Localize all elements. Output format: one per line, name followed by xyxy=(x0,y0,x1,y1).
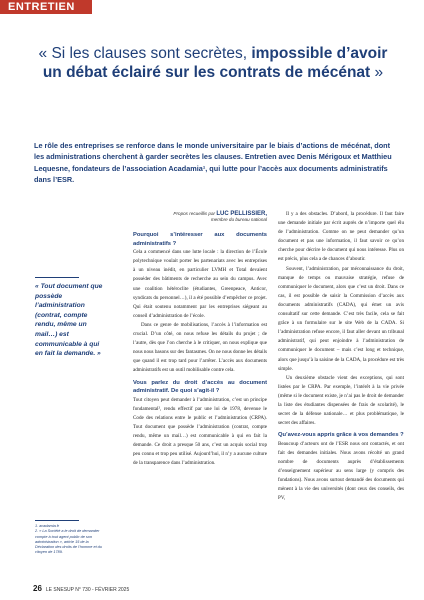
byline-author: LUC PELLISSIER, xyxy=(216,211,267,217)
paragraph: Tout citoyen peut demander à l’administration, c’est un principe fondamental², rendu effectif par une loi de 1978, devenue le Code des relations entre le public et l’administration (CRPA). Tout document que possède l’administration (contrat, compte rendu, même un mail…) est communicable à qui en fait la demande. Ce droit a presque 50 ans, c’est un acquis social trop peu connu et trop peu utilisé. Aujourd’hui, il n’y a aucune culture de la transparence dans l’administration. xyxy=(133,396,267,467)
article-title xyxy=(32,44,394,82)
footnotes xyxy=(35,520,107,556)
title-part1: « Si les clauses sont secrètes, xyxy=(38,45,252,62)
page-footer xyxy=(33,584,129,593)
paragraph: Souvent, l’administration, par méconnaissance du droit, manque de temps ou mauvaise stratégie, refuse de communiquer le document, alors que c’est un droit. Dans ce cas, il est possible de saisir la Commission d’accès aux documents administratifs (CADA), qui émet un avis consultatif sur cette demande. C’est très facile, cela se fait grâce à un formulaire sur le site Web de la CADA. Si l’administration refuse encore, il faut aller devant un tribunal administratif, qui peut enjoindre à l’administration de communiquer le document – mais c’est long et technique, alors que jusqu’à la saisine de la CADA, la procédure est très simple. xyxy=(278,265,404,372)
column-2 xyxy=(278,210,404,504)
pull-quote xyxy=(35,277,105,359)
byline xyxy=(132,211,267,223)
question-heading: Pourquoi s’intéresser aux documents administratifs ? xyxy=(133,232,267,247)
paragraph: Cela a commencé dans une lutte locale : la direction de l’École polytechnique voulait porter les partenariats avec les entreprises à un niveau inédit, en particulier LVMH et Total devaient posséder des bâtiments de recherche au sein du campus. Avec une coalition hétéroclite (étudiantes, Greenpeace, Anticor, syndicats du personnel…), il a été possible d’empêcher ce projet. Qui était soutenu notamment par les entreprises siégeant au conseil d’administration de l’école. xyxy=(133,249,267,319)
section-tag: ENTRETIEN xyxy=(0,0,92,14)
question-heading: Vous parlez du droit d’accès au document administratif. De quoi s’agit-il ? xyxy=(133,379,267,395)
question-heading: Qu’avez-vous appris grâce à vos demandes ? xyxy=(278,432,404,439)
paragraph: Dans ce genre de mobilisations, l’accès à l’information est crucial. D’un côté, on nous refuse les détails du projet ; de l’autre, dès que l’on cherche à le critiquer, on nous explique que nous nous basons sur des fantasmes. On ne nous donne les détails que quand il est trop tard pour l’arrêter. L’accès aux documents administratifs est un outil mobilisable contre cela. xyxy=(133,321,267,374)
paragraph: Beaucoup d’acteurs ont de l’ESR nous ont contactés, et ont fait des demandes initiales. Nous avons récolté un grand nombre de documents auprès d’établissements d’enseignement supérieur au sens large (y compris des fondations). Nous avons surtout demandé des documents qui mènent à la vie des universités (dont ceux des conseils, des PV, xyxy=(278,440,404,502)
title-part2: » xyxy=(370,64,384,81)
byline-prefix: Propos recueillis par xyxy=(173,211,217,216)
pull-quote-rule xyxy=(35,277,79,278)
byline-role: membre du bureau national xyxy=(210,217,267,223)
column-1 xyxy=(133,228,267,468)
publication-info: LE SNESUP N° 730 - FÉVRIER 2025 xyxy=(45,587,130,593)
paragraph: Un deuxième obstacle vient des exceptions, qui sont listées par le CRPA. Par exemple, l’intérêt à la vie privée (même si le document existe, je n’ai pas le droit de demander la liste des étudiantes dispensées de frais de scolarité), le secret de la défense nationale… et plus problématique, le secret des affaires. xyxy=(278,374,404,427)
footnote-1: 1. acadamia.fr xyxy=(35,524,60,528)
paragraph: Il y a des obstacles. D’abord, la procédure. Il faut faire une demande initiale par écrit auprès de n’importe quel élu de l’administration. Comme on ne peut demander qu’un document et pas une information, il faut savoir ce qu’on cherche pour décrire le document qui nous intéresse. Plus on est précis, plus cela a de chances d’aboutir. xyxy=(278,211,404,263)
article-lead: Le rôle des entreprises se renforce dans le monde universitaire par le biais d’actions de mécénat, dont les administrations cherchent à garder secrètes les clauses. Entretien avec Denis Mérigoux et Matthieu Lequesne, fondateurs de l’association Acadamia¹, qui lutte pour l’accès aux documents administratifs dans l’ESR. xyxy=(34,141,392,184)
pull-quote-text: « Tout document que possède l’administration (contrat, compte rendu, même un mail…) est communicable à qui en fait la demande. » xyxy=(35,283,103,358)
page-number: 26 xyxy=(33,584,42,593)
footnotes-rule xyxy=(35,520,79,521)
footnote-2: 2. « La Société a le droit de demander compte à tout agent public de son administration », article 15 de la Déclaration des droits de l’homme et du citoyen de 1789. xyxy=(35,529,102,555)
title-bold: impossible d’avoir un débat éclairé sur les contrats de mécénat xyxy=(42,45,388,81)
